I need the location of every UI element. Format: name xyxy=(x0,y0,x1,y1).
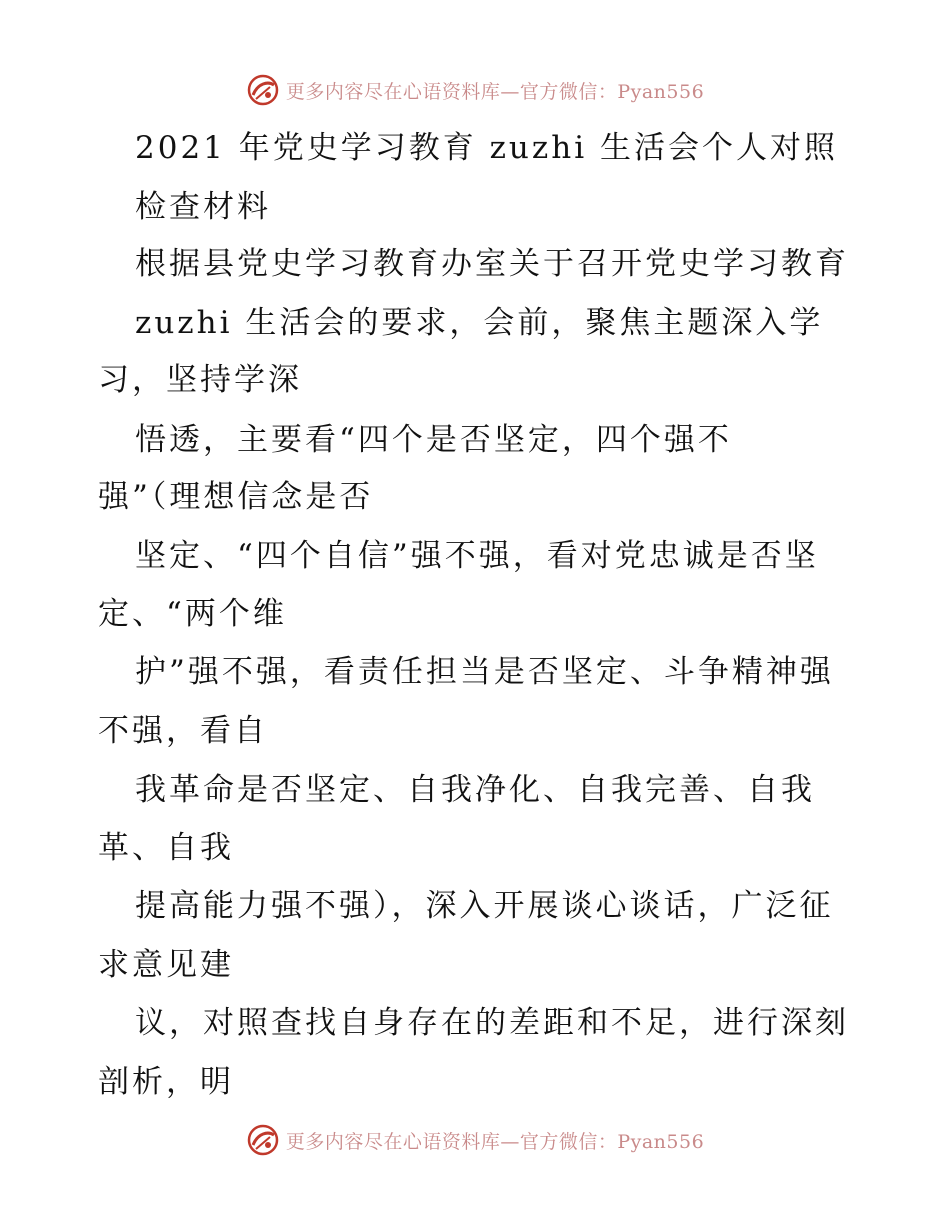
paragraph-line: 根据县党史学习教育办室关于召开党史学习教育 xyxy=(135,246,849,282)
paragraph-line: 提高能力强不强），深入开展谈心谈话，广泛征 xyxy=(135,888,834,924)
paragraph-line: 习，坚持学深 xyxy=(98,362,302,398)
paragraph-line: 议，对照查找自身存在的差距和不足，进行深刻 xyxy=(135,1005,849,1041)
watermark-footer xyxy=(0,1120,950,1160)
paragraph-line: 革、自我 xyxy=(98,830,234,866)
paragraph-line: 求意见建 xyxy=(98,947,234,983)
watermark-header xyxy=(0,70,950,110)
seal-logo-icon xyxy=(246,73,280,107)
paragraph-line: 护”强不强，看责任担当是否坚定、斗争精神强 xyxy=(135,654,834,690)
paragraph-line: 不强，看自 xyxy=(98,713,268,749)
watermark-text: 更多内容尽在心语资料库—官方微信：Pyan556 xyxy=(285,80,705,103)
title-line-1: 2021 年党史学习教育 zuzhi 生活会个人对照 xyxy=(135,130,838,166)
paragraph-line: zuzhi 生活会的要求，会前，聚焦主题深入学 xyxy=(135,305,824,341)
paragraph-line: 强”（理想信念是否 xyxy=(98,479,374,515)
paragraph-line: 剖析，明 xyxy=(98,1064,234,1100)
paragraph-line: 悟透，主要看“四个是否坚定，四个强不 xyxy=(135,422,732,458)
seal-logo-icon xyxy=(246,1123,280,1157)
watermark-text: 更多内容尽在心语资料库—官方微信：Pyan556 xyxy=(285,1130,705,1153)
paragraph-line: 我革命是否坚定、自我净化、自我完善、自我 xyxy=(135,772,815,808)
paragraph-line: 定、“两个维 xyxy=(98,596,287,632)
title-line-2: 检查材料 xyxy=(135,189,271,225)
paragraph-line: 坚定、“四个自信”强不强，看对党忠诚是否坚 xyxy=(135,538,819,574)
